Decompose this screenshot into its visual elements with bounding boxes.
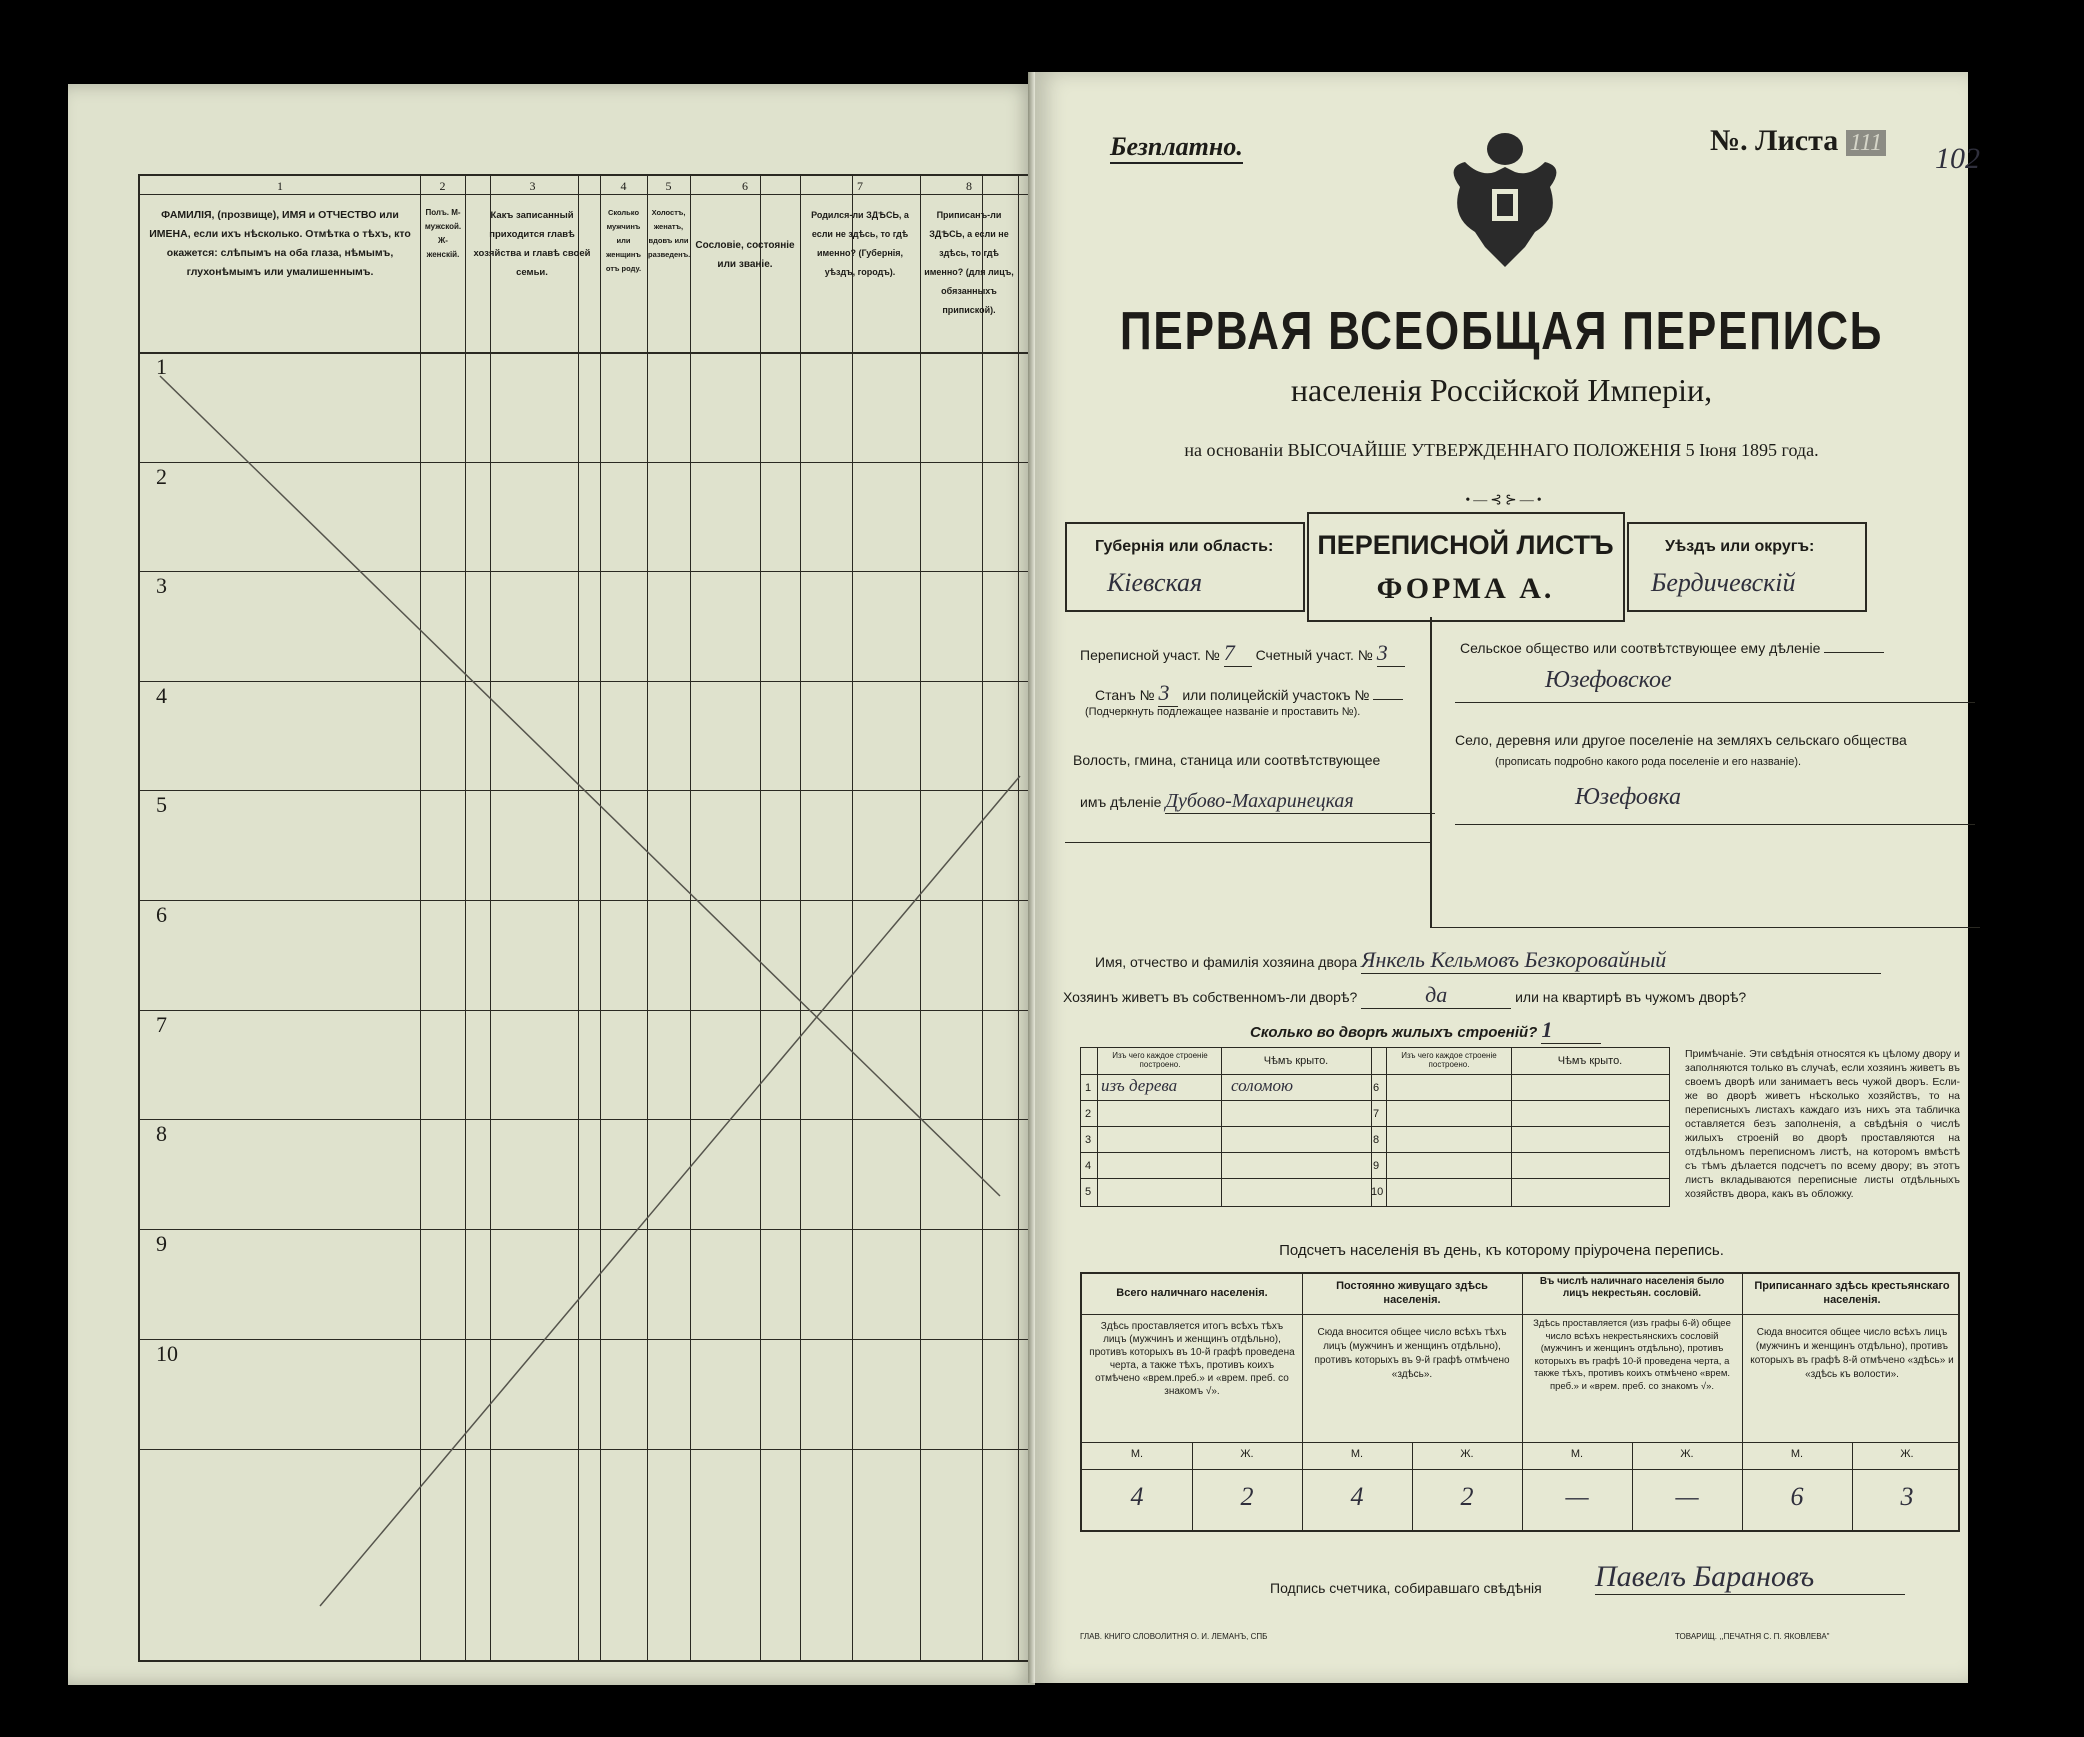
count-plot-label: Счетный участ. № [1255,647,1373,663]
census-plot-value: 7 [1224,640,1252,667]
sex-label: Ж. [1680,1448,1694,1460]
form-title: ПЕРЕПИСНОЙ ЛИСТЪ [1317,530,1614,560]
stan-label: Станъ № [1095,687,1155,703]
count-value: — [1675,1482,1699,1511]
sex-label: М. [1790,1448,1804,1460]
stan-note: (Подчеркнуть подлежащее названіе и проставить №). [1085,706,1361,718]
village-value: Юзефовка [1575,784,1681,810]
bt-row: 3 [1085,1134,1092,1146]
printer-right: ТОВАРИЩ. ,,ПЕЧАТНЯ С. П. ЯКОВЛЕВА" [1675,1632,1830,1641]
col-header-age: Сколько мужчинъ или женщинъ отъ роду. [605,208,642,273]
bt-row1-roof: соломою [1231,1076,1294,1095]
uezd-label: Уѣздъ или округъ: [1665,538,1815,555]
bt-head-roof: Чѣмъ крыто. [1263,1055,1329,1067]
row-number: 9 [156,1231,167,1256]
buildings-label: Сколько во дворѣ жилыхъ строеній? [1250,1024,1538,1041]
gubernia-label: Губернія или область: [1095,538,1274,555]
row-number: 1 [156,354,167,379]
col-header-marital: Холостъ, женатъ, вдовъ или разведенъ. [648,208,691,259]
bt-row: 5 [1085,1186,1092,1198]
count-value: 4 [1130,1482,1144,1511]
lives-label2: или на квартирѣ въ чужомъ дворѣ? [1515,989,1747,1005]
col-number: 8 [966,179,972,193]
row-number: 6 [156,902,167,927]
printer-left: ГЛАВ. КНИГО СЛОВОЛИТНЯ О. И. ЛЕМАНЪ, СПБ [1080,1632,1268,1641]
sex-label: Ж. [1240,1448,1254,1460]
count-head-present: Всего наличнаго населенія. [1116,1287,1268,1299]
col-header-relation: Какъ записанный приходится главѣ хозяйства и главѣ своей семьи. [473,210,591,278]
count-head-non-peasant: Въ числѣ наличнаго населенія было лицъ некрестьян. сословій. [1539,1276,1725,1299]
bt-row: 6 [1373,1082,1380,1094]
count-desc-non-peasant: Здѣсь проставляется (изъ графы 6-й) общее число всѣхъ некрестьянскихъ сословій (мужчинъ и женщинъ отдѣльно), противъ которыхъ въ графѣ 10-й проведена черта, а также тѣхъ, противъ коихъ отмѣчено «врем. преб.» и «врем. преб. со знакомъ √». [1533,1318,1731,1392]
document-title: ПЕРВАЯ ВСЕОБЩАЯ ПЕРЕПИСЬ [1119,301,1884,361]
bt-head-material: Изъ чего каждое строеніе построено. [1112,1051,1208,1069]
form-title-box [1307,512,1625,622]
coat-of-arms-emblem [1440,127,1570,277]
col-number: 5 [665,179,672,193]
village-label: Село, деревня или другое поселеніе на земляхъ сельскаго общества [1455,732,1907,748]
document-basis: на основаніи ВЫСОЧАЙШЕ УТВЕРЖДЕННАГО ПОЛОЖЕНІЯ 5 Іюня 1895 года. [1184,440,1819,460]
count-value: 2 [1460,1482,1474,1511]
count-title: Подсчетъ населенія въ день, къ которому пріурочена перепись. [1279,1242,1724,1259]
sheet-label: №. Листа [1710,124,1839,157]
row-number: 7 [156,1012,167,1037]
col-header-birthplace: Родился-ли ЗДѢСЬ, а если не здѣсь, то гдѣ именно? (Губернія, уѣздъ, городъ). [811,210,909,277]
sex-label: Ж. [1460,1448,1474,1460]
right-page [1035,72,1980,1683]
sex-label: М. [1570,1448,1584,1460]
bt-row1-material: изъ дерева [1101,1076,1178,1095]
form-name: ФОРМА А. [1376,572,1555,605]
uezd-box [1627,522,1867,612]
sex-label: М. [1350,1448,1364,1460]
gubernia-box [1065,522,1305,612]
count-value: 4 [1350,1482,1364,1511]
buildings-table [1080,1047,1670,1207]
volost-label: Волость, гмина, станица или соотвѣтствующее [1073,752,1381,768]
sex-label: М. [1130,1448,1144,1460]
census-plot-label: Переписной участ. № [1080,647,1220,663]
count-desc-registered: Сюда вносится общее число всѣхъ лицъ (мужчинъ и женщинъ отдѣльно), противъ которыхъ въ графѣ 8-й отмѣчено «здѣсь» и «здѣсь къ волости». [1750,1327,1954,1380]
police-label: или полицейскій участокъ № [1182,687,1370,703]
owner-value: Янкель Кельмовъ Безкоровайный [1361,947,1881,974]
gubernia-value: Кіевская [1107,568,1203,597]
count-head-permanent: Постоянно живущаго здѣсь населенія. [1336,1280,1488,1306]
col-number: 6 [742,179,748,193]
row-number: 8 [156,1121,167,1146]
buildings-value: 1 [1541,1017,1601,1044]
sheet-number [1710,124,1886,158]
bt-row: 1 [1085,1082,1092,1094]
bt-row: 4 [1085,1160,1092,1172]
col-number: 4 [620,179,627,193]
col-header-registration: Приписанъ-ли ЗДѢСЬ, а если не здѣсь, то гдѣ именно? (для лицъ, обязанныхъ припиской). [924,210,1014,315]
village-note: (прописать подробно какого рода поселеніе и его названіе). [1495,756,1802,768]
sheet-corner-number: 102 [1935,142,1980,175]
ornament-divider: •—⊰⊱—• [1465,493,1545,508]
bt-row: 10 [1371,1186,1384,1198]
count-desc-present: Здѣсь проставляется итогъ всѣхъ тѣхъ лицъ (мужчинъ и женщинъ отдѣльно), противъ которыхъ въ 10-й графѣ проведена черта, а также тѣхъ, противъ коихъ отмѣчено «врем.преб.» и «врем. преб. со знакомъ √». [1089,1321,1295,1397]
sex-label: Ж. [1900,1448,1914,1460]
bt-row: 7 [1373,1108,1380,1120]
col-header-sex: Полъ. М-мужской. Ж-женскій. [424,208,462,259]
row-number: 2 [156,464,167,489]
count-value: 6 [1790,1482,1804,1511]
row-number: 5 [156,792,167,817]
count-value: 2 [1240,1482,1254,1511]
signature-label: Подпись счетчика, собиравшаго свѣдѣнія [1270,1580,1542,1596]
free-label: Безплатно. [1110,132,1243,164]
census-table [138,174,1030,1662]
count-value: 3 [1900,1482,1914,1511]
population-count-table [1080,1272,1960,1532]
col-header-name: ФАМИЛІЯ, (прозвище), ИМЯ и ОТЧЕСТВО или ИМЕНА, если ихъ нѣсколько. Отмѣтка о тѣхъ, кто окажется: слѣпымъ на оба глаза, нѣмымъ, глухонѣмымъ или умалишеннымъ. [149,209,411,278]
col-number: 2 [439,179,446,193]
row-number: 3 [156,573,167,598]
col-number: 1 [277,179,283,193]
bt-row: 2 [1085,1108,1092,1120]
count-desc-permanent: Сюда вносится общее число всѣхъ тѣхъ лицъ (мужчинъ и женщинъ отдѣльно), противъ которыхъ въ 9-й графѣ отмѣчено «здѣсь». [1314,1327,1510,1380]
bt-row: 9 [1373,1160,1380,1172]
owner-label: Имя, отчество и фамилія хозяина двора [1095,954,1358,970]
note-text: Примѣчаніе. Эти свѣдѣнія относятся къ цѣлому двору и заполняются только въ случаѣ, если хозяинъ живетъ въ своемъ дворѣ или занимаетъ весь чужой дворъ. Если-же во дворѣ живетъ нѣсколько хозяйствъ, то на переписныхъ листахъ каждаго изъ нихъ эта табличка оставляется безъ заполненія, а свѣдѣнія о числѣ жилыхъ строеній во дворѣ проставляются на отдѣльномъ переписномъ листѣ, на которомъ вмѣстѣ съ тѣмъ дѣлается подсчетъ по всему двору; въ этотъ листъ вкладываются переписные листы отдѣльныхъ хозяйствъ двора, какъ въ обложку. [1685,1048,1960,1200]
sheet-number-handwritten: 111 [1846,130,1886,156]
volost-value: Дубово-Махаринецкая [1165,790,1435,814]
lives-value: да [1361,982,1511,1009]
col-number: 7 [857,179,863,193]
society-label: Сельское общество или соотвѣтствующее ему дѣленіе [1460,640,1821,656]
uezd-value: Бердичевскій [1651,568,1796,597]
row-number: 4 [156,683,167,708]
row-number: 10 [156,1341,178,1366]
volost-label2: имъ дѣленіе [1080,794,1162,810]
document-subtitle: населенія Россійской Имперіи, [1290,372,1713,408]
bt-row: 8 [1373,1134,1380,1146]
stan-value: 3 [1158,680,1178,707]
col-header-estate: Сословіе, состояніе или званіе. [695,240,795,270]
col-number: 3 [529,179,536,193]
bt-head-material-2: Изъ чего каждое строеніе построено. [1401,1051,1497,1069]
cross-out-mark [140,176,1032,1664]
count-head-registered: Приписаннаго здѣсь крестьянскаго населенія. [1754,1280,1950,1306]
count-value: — [1565,1482,1589,1511]
signature-value: Павелъ Барановъ [1595,1560,1905,1595]
society-value: Юзефовское [1545,667,1672,693]
lives-label: Хозяинъ живетъ въ собственномъ-ли дворѣ? [1063,989,1358,1005]
count-plot-value: 3 [1377,640,1405,667]
bt-head-roof-2: Чѣмъ крыто. [1557,1055,1623,1067]
left-page [68,84,1035,1685]
